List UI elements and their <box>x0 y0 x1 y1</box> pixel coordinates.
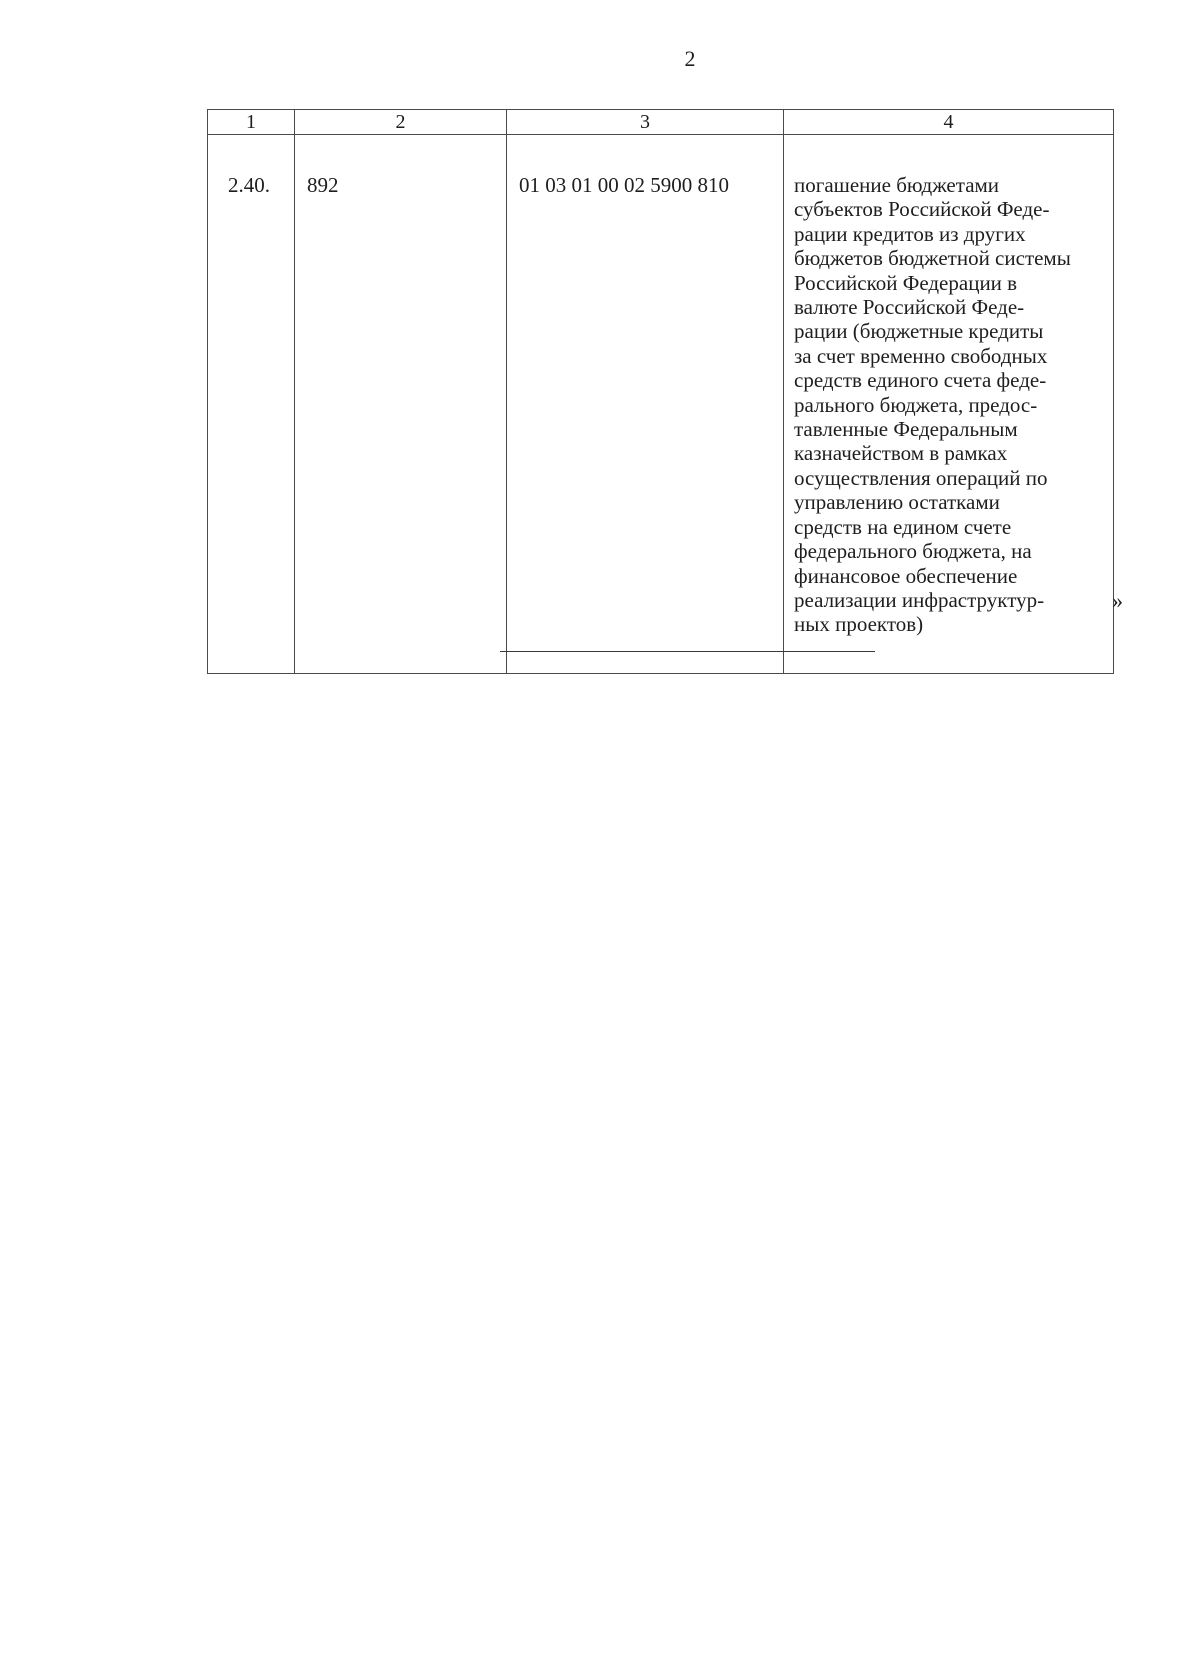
description-line: казначейством в рамках <box>794 441 1008 466</box>
description-line: рации кредитов из других <box>794 221 1026 246</box>
description-line: субъектов Российской Феде- <box>794 197 1050 222</box>
budget-code-table <box>207 109 1114 674</box>
description-line: тавленные Федеральным <box>794 417 1018 442</box>
description-line: ных проектов) <box>794 612 924 637</box>
description-line: валюте Российской Феде- <box>794 295 1025 320</box>
header-cell-4: 4 <box>784 110 1114 135</box>
description-line: управлению остатками <box>794 490 1000 515</box>
description-line: реализации инфраструктур- <box>794 587 1045 612</box>
page-number: 2 <box>684 46 696 71</box>
kbk-code-cell: 01 03 01 00 02 5900 810 <box>507 135 784 674</box>
table-row <box>208 135 1114 674</box>
row-number-cell: 2.40. <box>208 135 295 674</box>
description-line: рации (бюджетные кредиты <box>794 319 1044 344</box>
description-line: Российской Федерации в <box>794 270 1018 295</box>
description-line: средств на едином счете <box>794 514 1012 539</box>
admin-code-cell: 892 <box>295 135 507 674</box>
description-line: за счет временно свободных <box>794 343 1048 368</box>
header-cell-2: 2 <box>295 110 507 135</box>
header-cell-1: 1 <box>208 110 295 135</box>
description-line: средств единого счета феде- <box>794 368 1047 393</box>
closing-quote-mark: » <box>1112 588 1123 613</box>
table-header-row <box>208 110 1114 135</box>
separator-line <box>500 651 875 652</box>
header-cell-3: 3 <box>507 110 784 135</box>
description-line: финансовое обеспечение <box>794 563 1018 588</box>
description-cell <box>784 135 1114 674</box>
description-line: бюджетов бюджетной системы <box>794 246 1071 271</box>
description-line: погашение бюджетами <box>794 173 1000 197</box>
description-line: федерального бюджета, на <box>794 539 1032 564</box>
description-line: рального бюджета, предос- <box>794 392 1038 417</box>
description-line: осуществления операций по <box>794 465 1048 490</box>
